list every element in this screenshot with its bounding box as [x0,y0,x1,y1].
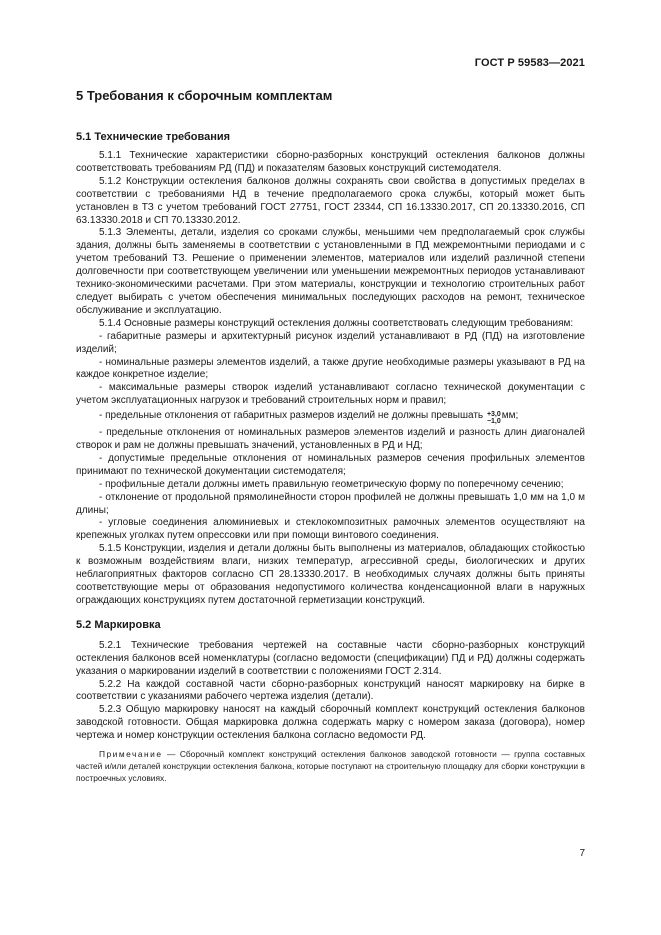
paragraph-5-1-3: 5.1.3 Элементы, детали, изделия со сроками службы, меньшими чем предполагаемый срок службы здания, должны быть заменяемы в соответствии с установленными в ПД межремонтными периодами и с учетом требований ТЗ. Решение о применении элементов, материалов или изделий различной степени долговечности при соответствующем увеличении или уменьшении межремонтных периодов устанавливают технико-экономическими расчетами. При этом материалы, конструкции и технологию строительных работ следует выбирать с учетом обеспечения минимальных последующих расходов на ремонт, техническое обслуживание и эксплуатацию. [76,227,585,316]
tolerance-unit: мм; [501,410,519,422]
page-content [76,88,585,784]
document-code: ГОСТ Р 59583—2021 [474,57,585,69]
paragraph-5-1-5: 5.1.5 Конструкции, изделия и детали должны быть выполнены из материалов, обладающих стойкостью к возможным воздействиям влаги, низких температур, агрессивной среды, биологических и других неблагоприятных факторов согласно СП 28.13330.2017. В необходимых случаях должны быть приняты соответствующие меры от образования недопустимого количества конденсационной влаги в наружных ограждающих конструкциях путем достаточной герметизации конструкций. [76,543,585,606]
subsection-title-5-1: 5.1 Технические требования [76,131,231,143]
list-item: - предельные отклонения от номинальных размеров элементов изделий и разность длин диагоналей створок и рам не должны превышать значений, установленных в РД и НД; [76,427,585,452]
paragraph-5-2-3: 5.2.3 Общую маркировку наносят на каждый сборочный комплект конструкций остекления балконов заводской готовности. Общая маркировка должна содержать марку с номером заказа (договора), номер чертежа и номер конструкции остекления балкона согласно ведомости РД. [76,704,585,742]
tolerance-text: - предельные отклонения от габаритных размеров изделий не должны превышать [99,410,484,422]
list-item: - отклонение от продольной прямолинейности сторон профилей не должны превышать 1,0 мм на 1,0 м длины; [76,491,585,516]
list-item: - номинальные размеры элементов изделий, а также другие необходимые размеры указывают в РД на каждое конкретное изделие; [76,356,585,381]
tolerance-lower: −1,0 [486,418,501,426]
paragraph-5-1-4: 5.1.4 Основные размеры конструкций остекления должны соответствовать следующим требованиям: [99,317,574,329]
tolerance-fraction [487,411,501,425]
section-title: 5 Требования к сборочным комплектам [76,88,333,103]
list-item: - габаритные размеры и архитектурный рисунок изделий устанавливают в РД (ПД) на изготовление изделий; [76,330,585,355]
list-item: - профильные детали должны иметь правильную геометрическую форму по поперечному сечению; [99,478,564,490]
tolerance-upper: +3,0 [486,411,501,419]
subsection-title-5-2: 5.2 Маркировка [76,618,161,631]
page-number: 7 [579,848,585,859]
note-label: Примечание [99,749,163,760]
paragraph-5-1-1: 5.1.1 Технические характеристики сборно-разборных конструкций остекления балконов должны соответствовать требованиям РД (ПД) и показателям базовых конструкций системодателя. [76,150,585,174]
note-text: — Сборочный комплект конструкций остекления балконов заводской готовности — группа составных частей и/или деталей конструкции остекления балкона, которые поступают на строительную площадку для сборки конструкции в построечных условиях. [76,749,585,783]
paragraph-5-2-1: 5.2.1 Технические требования чертежей на составные части сборно-разборных конструкций остекления балконов всей номенклатуры (согласно ведомости (спецификации) ПД и РД) должны содержать указания о маркировании изделий в соответствии с положениями ГОСТ 2.314. [76,639,585,677]
note [76,749,585,784]
paragraph-5-2-2: 5.2.2 На каждой составной части сборно-разборных конструкций наносят маркировку на бирке в соответствии с указаниями рабочего чертежа изделия (детали). [76,678,585,703]
list-item: - угловые соединения алюминиевых и стеклокомпозитных рамочных элементов осуществляют на крепежных уголках путем опрессовки или при помощи винтового соединения. [76,517,585,542]
paragraph-5-1-2: 5.1.2 Конструкции остекления балконов должны сохранять свои свойства в допустимых пределах в соответствии с требованиями НД в течение предполагаемого срока службы, который может быть установлен в ТЗ с учетом требований ГОСТ 27751, ГОСТ 23344, СП 16.13330.2017, СП 20.13330.2016, СП 63.13330.2018 и СП 70.13330.2012. [76,175,585,226]
list-item: - допустимые предельные отклонения от номинальных размеров сечения профильных элементов принимают по технической документации системодателя; [76,452,585,477]
list-item: - максимальные размеры створок изделий устанавливают согласно технической документации с учетом эксплуатационных нагрузок и требований строительных норм и правил; [76,382,585,407]
list-item-tolerance [76,410,585,425]
